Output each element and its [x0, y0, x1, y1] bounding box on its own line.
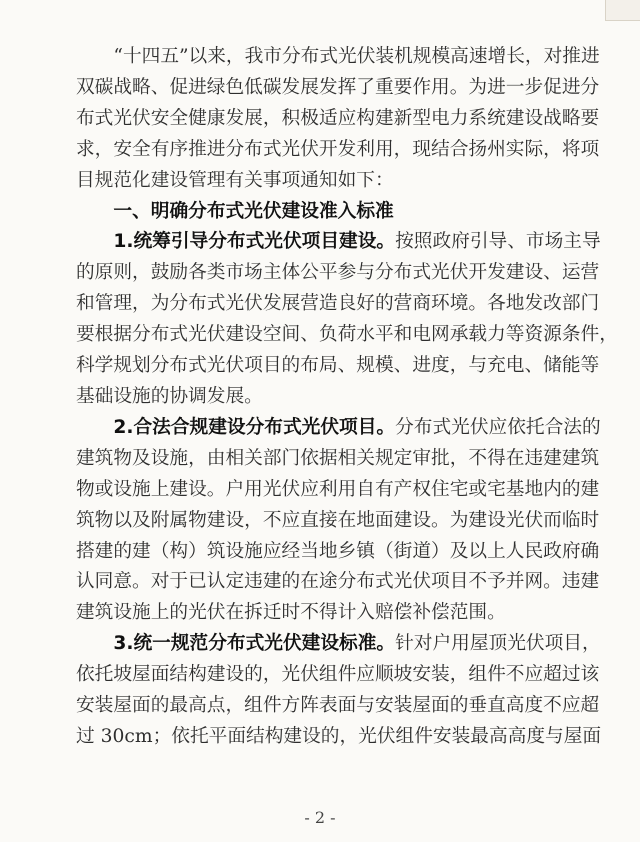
item-2-lead: 2.合法合规建设分布式光伏项目。	[113, 416, 396, 438]
item-1-line: 基础设施的协调发展。	[76, 385, 263, 407]
item-2-line: 建筑物及设施，由相关部门依据相关规定审批，不得在违建建筑	[76, 447, 600, 469]
document-body	[76, 42, 618, 753]
item-1-line: 的原则，鼓励各类市场主体公平参与分布式光伏开发建设、运营	[76, 262, 600, 284]
item-2-first-line-rest: 分布式光伏应依托合法的	[395, 416, 601, 438]
page-corner-mark	[605, 0, 640, 21]
item-2-line: 搭建的建（构）筑设施应经当地乡镇（街道）及以上人民政府确	[76, 540, 600, 562]
item-3-first-line	[76, 629, 601, 660]
item-1-first-line	[76, 227, 601, 258]
item-1-paragraph	[76, 227, 618, 412]
item-3-first-line-rest: 针对户用屋顶光伏项目，	[395, 633, 601, 655]
item-2-first-line	[76, 413, 601, 444]
item-2-line: 物或设施上建设。户用光伏应利用自有产权住宅或宅基地内的建	[76, 478, 600, 500]
item-2-line: 建筑设施上的光伏在拆迁时不得计入赔偿补偿范围。	[76, 602, 506, 624]
page-number: - 2 -	[304, 808, 336, 827]
intro-line: 布式光伏安全健康发展，积极适应构建新型电力系统建设战略要	[76, 107, 600, 129]
item-3-paragraph	[76, 629, 602, 753]
item-1-lead: 1.统筹引导分布式光伏项目建设。	[113, 231, 396, 253]
intro-paragraph	[76, 42, 600, 197]
intro-line: “十四五”以来，我市分布式光伏装机规模高速增长，对推进	[113, 46, 600, 67]
item-3-line: 过 30cm；依托平面结构建设的，光伏组件安装最高高度与屋面	[76, 725, 602, 747]
intro-line: 目规范化建设管理有关事项通知如下：	[76, 169, 394, 191]
item-1-line: 要根据分布式光伏建设空间、负荷水平和电网承载力等资源条件，	[76, 324, 618, 346]
item-3-lead: 3.统一规范分布式光伏建设标准。	[113, 633, 396, 655]
item-3-line: 依托坡屋面结构建设的，光伏组件应顺坡安装，组件不应超过该	[76, 664, 600, 686]
intro-line: 求，安全有序推进分布式光伏开发利用，现结合扬州实际，将项	[76, 138, 600, 160]
item-3-line: 安装屋面的最高点，组件方阵表面与安装屋面的垂直高度不应超	[76, 695, 600, 717]
item-2-line: 认同意。对于已认定违建的在途分布式光伏项目不予并网。违建	[76, 571, 600, 593]
item-1-first-line-rest: 按照政府引导、市场主导	[395, 231, 601, 253]
item-1-line: 和管理，为分布式光伏发展营造良好的营商环境。各地发改部门	[76, 293, 600, 315]
intro-line: 双碳战略、促进绿色低碳发展发挥了重要作用。为进一步促进分	[76, 76, 600, 98]
item-2-paragraph	[76, 413, 601, 629]
item-2-line: 筑物以及附属物建设，不应直接在地面建设。为建设光伏而临时	[76, 509, 600, 531]
section-heading: 一、明确分布式光伏建设准入标准	[113, 200, 394, 222]
item-1-line: 科学规划分布式光伏项目的布局、规模、进度，与充电、储能等	[76, 355, 600, 377]
